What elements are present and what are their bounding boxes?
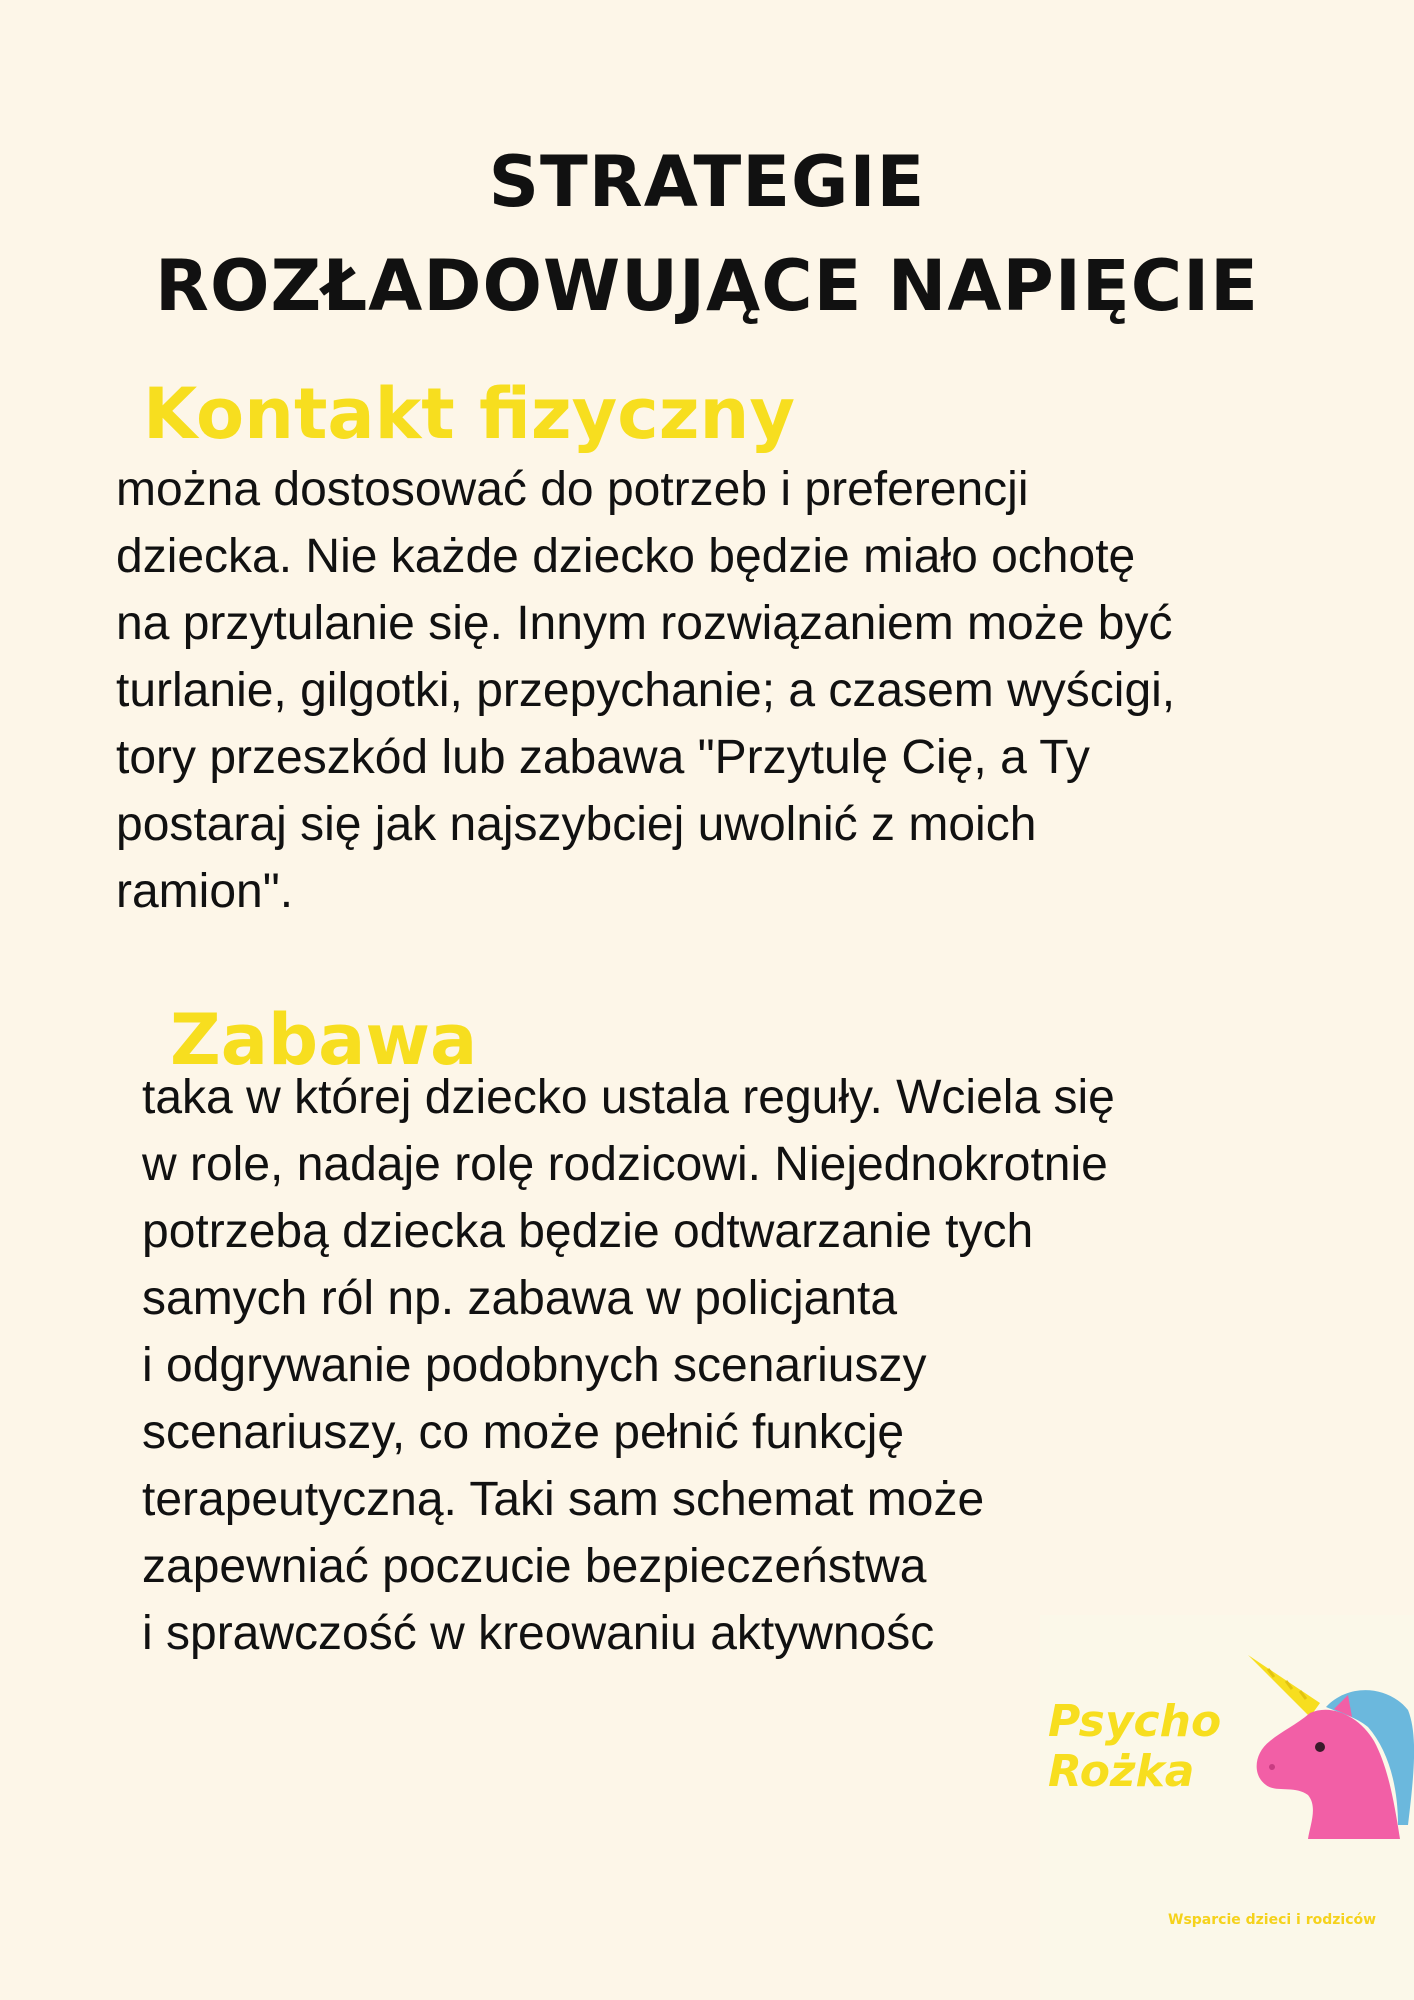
section-body-play — [142, 1064, 1115, 1667]
section-heading-play: Zabawa — [170, 999, 478, 1081]
body-line: zapewniać poczucie bezpieczeństwa — [142, 1540, 927, 1593]
body-line: na przytulanie się. Innym rozwiązaniem może być — [116, 597, 1173, 650]
body-line: potrzebą dziecka będzie odtwarzanie tych — [142, 1205, 1034, 1258]
body-line: można dostosować do potrzeb i preferencji — [116, 463, 1029, 516]
body-line: ramion". — [116, 865, 294, 918]
body-line: tory przeszkód lub zabawa "Przytulę Cię, a Ty — [116, 731, 1090, 784]
body-line: postaraj się jak najszybciej uwolnić z moich — [116, 798, 1037, 851]
body-line: scenariuszy, co może pełnić funkcję — [142, 1406, 905, 1459]
unicorn-icon — [1248, 1655, 1414, 1855]
body-line: i odgrywanie podobnych scenariuszy — [142, 1339, 927, 1392]
brand-tagline: Wsparcie dzieci i rodziców — [1168, 1912, 1377, 1928]
page-title-line-2: ROZŁADOWUJĄCE NAPIĘCIE — [155, 245, 1259, 327]
section-body-physical-contact — [116, 456, 1175, 925]
body-line: samych ról np. zabawa w policjanta — [142, 1272, 898, 1325]
body-line: w role, nadaje rolę rodzicowi. Niejednokrotnie — [142, 1138, 1108, 1191]
body-line: i sprawczość w kreowaniu aktywnośc — [142, 1607, 935, 1660]
body-line: taka w której dziecko ustala reguły. Wciela się — [142, 1071, 1115, 1124]
brand-name-line-1: Psycho — [1048, 1696, 1222, 1747]
brand-logo — [1040, 1615, 1414, 2000]
brand-name-line-2: Rożka — [1048, 1746, 1195, 1797]
body-line: terapeutyczną. Taki sam schemat może — [142, 1473, 985, 1526]
body-line: dziecka. Nie każde dziecko będzie miało ochotę — [116, 530, 1136, 583]
section-heading-physical-contact: Kontakt fizyczny — [143, 373, 795, 455]
page-title-line-1: STRATEGIE — [488, 141, 926, 223]
brand-name — [1048, 1697, 1221, 1797]
page-title — [0, 130, 1414, 338]
body-line: turlanie, gilgotki, przepychanie; a czasem wyścigi, — [116, 664, 1176, 717]
